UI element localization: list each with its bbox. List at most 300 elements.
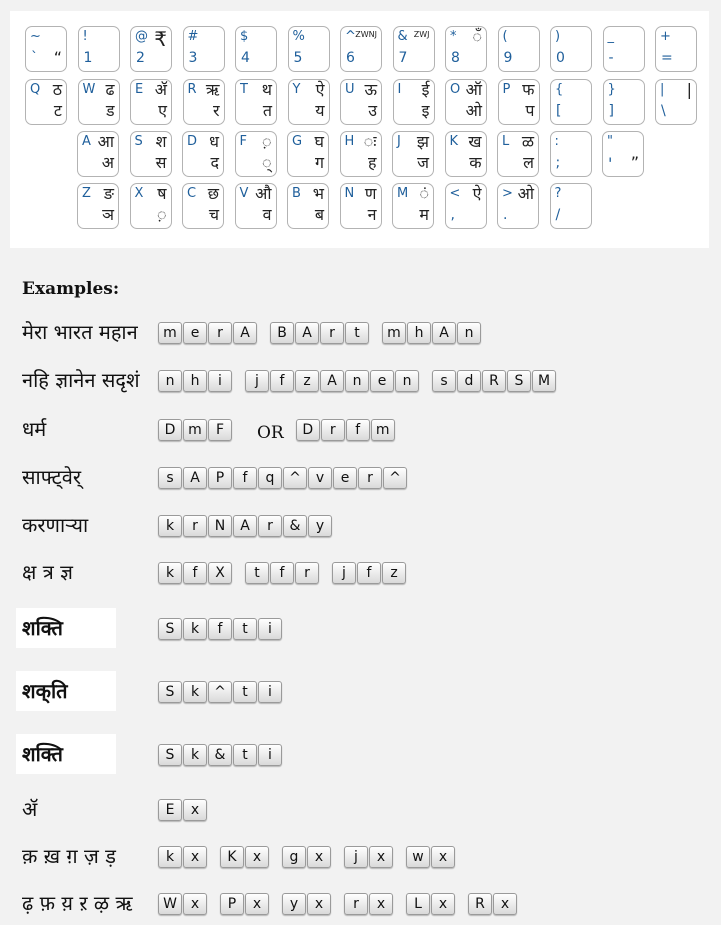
keycap[interactable]: e xyxy=(333,467,357,489)
key-%[interactable] xyxy=(288,26,330,72)
key-_[interactable] xyxy=(603,26,645,72)
keycap[interactable]: e xyxy=(183,322,207,344)
keycap[interactable]: A xyxy=(320,370,344,392)
key-label-br: ओ xyxy=(465,101,482,120)
keycap[interactable]: x xyxy=(431,846,455,868)
keycap[interactable]: K xyxy=(220,846,244,868)
key-label-br: त xyxy=(262,101,272,120)
keycap[interactable]: h xyxy=(407,322,431,344)
key-label-tl: T xyxy=(240,82,248,97)
key-V[interactable] xyxy=(235,183,277,229)
key-A[interactable] xyxy=(77,131,119,177)
example-word: क़ ख़ ग़ ज़ ड़ xyxy=(22,844,116,868)
key-label-tl: L xyxy=(502,134,510,149)
key-label-tr: ध xyxy=(209,132,219,151)
key-group xyxy=(344,846,394,868)
key-group xyxy=(220,893,270,915)
key-E[interactable] xyxy=(130,79,172,125)
or-separator: OR xyxy=(257,423,284,443)
key-label-tr: फ xyxy=(522,80,535,99)
key-label-tl: ~ xyxy=(30,29,41,44)
example-row xyxy=(0,837,721,875)
key-label-tl: ? xyxy=(554,186,562,201)
example-word: साफ्ट्वेर् xyxy=(22,465,82,489)
keycap[interactable]: ^ xyxy=(208,681,232,703)
keycap[interactable]: z xyxy=(295,370,319,392)
example-word: करणाऱ्या xyxy=(22,513,89,537)
key-label-tr: ष xyxy=(157,184,167,203)
example-word: धर्म xyxy=(22,417,47,441)
key-group xyxy=(158,799,208,821)
keycap[interactable]: g xyxy=(282,846,306,868)
key-K[interactable] xyxy=(445,131,487,177)
keycap[interactable]: f xyxy=(183,562,207,584)
keycap[interactable]: n xyxy=(395,370,419,392)
keystroke-sequence xyxy=(158,680,295,704)
keycap[interactable]: j xyxy=(344,846,368,868)
keycap[interactable]: r xyxy=(295,562,319,584)
key-P[interactable] xyxy=(498,79,540,125)
key-X[interactable] xyxy=(130,183,172,229)
key-label-bl: \ xyxy=(661,103,666,119)
keyboard-layout-panel xyxy=(10,11,709,248)
keycap[interactable]: P xyxy=(220,893,244,915)
keycap[interactable]: ^ xyxy=(283,467,307,489)
key-label-bl: 8 xyxy=(451,50,460,66)
key-label-tl: _ xyxy=(607,29,614,44)
key-label-bl: [ xyxy=(556,103,562,119)
key-N[interactable] xyxy=(340,183,382,229)
key-label-tl: ( xyxy=(502,29,508,44)
key-label-tr: | xyxy=(686,80,692,99)
key-label-br: उ xyxy=(368,101,377,120)
example-row xyxy=(0,506,721,544)
key-label-bl: 2 xyxy=(136,50,145,66)
key-I[interactable] xyxy=(393,79,435,125)
key-label-tl: M xyxy=(397,186,409,201)
keycap[interactable]: k xyxy=(158,562,182,584)
keycap[interactable]: & xyxy=(208,744,232,766)
key-B[interactable] xyxy=(287,183,329,229)
keycap[interactable]: f xyxy=(208,618,232,640)
key-label-tl: | xyxy=(660,82,665,97)
keystroke-sequence xyxy=(158,514,345,538)
keycap[interactable]: j xyxy=(332,562,356,584)
key-label-bl: / xyxy=(555,207,561,223)
key-label-tr: ॲ xyxy=(154,80,167,99)
key-J[interactable] xyxy=(392,131,434,177)
example-word: ॲ xyxy=(22,797,38,821)
keycap[interactable]: A xyxy=(432,322,456,344)
keycap[interactable]: S xyxy=(158,744,182,766)
keycap[interactable]: x xyxy=(307,893,331,915)
key-&[interactable] xyxy=(393,26,435,72)
key-label-tl: F xyxy=(239,134,247,149)
keycap[interactable]: A xyxy=(295,322,319,344)
key-label-bl: ' xyxy=(608,154,613,173)
keycap[interactable]: f xyxy=(270,562,294,584)
key-label-tl: $ xyxy=(240,29,249,44)
keycap[interactable]: x xyxy=(183,893,207,915)
key-label-br: ए xyxy=(158,101,167,120)
key-label-tl: + xyxy=(660,29,671,44)
key-group xyxy=(220,846,270,868)
keycap[interactable]: N xyxy=(208,515,232,537)
keycap[interactable]: h xyxy=(183,370,207,392)
key-)[interactable] xyxy=(550,26,592,72)
keycap[interactable]: m xyxy=(183,419,207,441)
key-label-br: ◌़ xyxy=(156,205,167,224)
keycap[interactable]: k xyxy=(158,515,182,537)
keystroke-sequence xyxy=(158,617,295,641)
key-label-tl: E xyxy=(135,82,144,97)
keycap[interactable]: D xyxy=(296,419,320,441)
key-label-tl: H xyxy=(344,134,355,149)
keycap[interactable]: n xyxy=(457,322,481,344)
example-row xyxy=(0,790,721,828)
key-label-tl: B xyxy=(292,186,301,201)
key-label-br: ” xyxy=(630,153,639,172)
keycap[interactable]: e xyxy=(370,370,394,392)
key-label-br: “ xyxy=(53,48,62,67)
key-label-tl: : xyxy=(554,134,559,149)
key-@[interactable] xyxy=(130,26,172,72)
keycap[interactable]: F xyxy=(208,419,232,441)
key-label-tl: V xyxy=(239,186,249,201)
key-label-tl: C xyxy=(187,186,197,201)
key-M[interactable] xyxy=(392,183,434,229)
keycap[interactable]: X xyxy=(208,562,232,584)
keycap[interactable]: k xyxy=(183,744,207,766)
keycap[interactable]: r xyxy=(183,515,207,537)
key-W[interactable] xyxy=(78,79,120,125)
key-label-br: इ xyxy=(421,101,430,120)
key-Y[interactable] xyxy=(288,79,330,125)
key-label-br: व xyxy=(262,205,272,224)
key-label-tl: Q xyxy=(30,82,41,97)
key-G[interactable] xyxy=(287,131,329,177)
example-row xyxy=(0,361,721,399)
key-([interactable] xyxy=(498,26,540,72)
key-label-br: अ xyxy=(101,153,114,172)
key-label-tr: घ xyxy=(314,132,324,151)
key-label-br: च xyxy=(208,205,219,224)
key-group xyxy=(406,893,456,915)
keycap[interactable]: S xyxy=(158,681,182,703)
keycap[interactable]: t xyxy=(245,562,269,584)
key-Z[interactable] xyxy=(77,183,119,229)
keycap[interactable]: x xyxy=(431,893,455,915)
key-label-bl: 3 xyxy=(188,50,198,66)
key-group xyxy=(158,515,333,537)
key-group xyxy=(158,846,208,868)
keycap[interactable]: m xyxy=(382,322,406,344)
key-$[interactable] xyxy=(235,26,277,72)
key-group xyxy=(158,681,283,703)
key-label-tr: ऊ xyxy=(364,80,377,99)
key-label-tl: ^ xyxy=(345,29,356,44)
key-label-bl: 5 xyxy=(293,50,303,66)
keycap[interactable]: w xyxy=(406,846,430,868)
key-label-bl: 6 xyxy=(346,50,355,66)
key-label-br: र xyxy=(212,101,220,120)
keycap[interactable]: f xyxy=(346,419,370,441)
key-label-br: ग xyxy=(314,153,324,172)
key-label-tl: U xyxy=(345,82,355,97)
key-label-tl: * xyxy=(450,29,457,44)
keycap[interactable]: A xyxy=(233,322,257,344)
keycap[interactable]: k xyxy=(183,681,207,703)
key-C[interactable] xyxy=(182,183,224,229)
example-row xyxy=(0,458,721,496)
key-label-tl: Z xyxy=(82,186,91,201)
keycap[interactable]: r xyxy=(344,893,368,915)
key-label-tr: ₹ xyxy=(154,27,167,51)
keycap[interactable]: n xyxy=(345,370,369,392)
key-~[interactable] xyxy=(25,26,67,72)
key-|[interactable] xyxy=(655,79,697,125)
key-label-bl: 4 xyxy=(241,50,250,66)
key-group xyxy=(282,893,332,915)
keycap[interactable]: r xyxy=(258,515,282,537)
key-}[interactable] xyxy=(603,79,645,125)
keycap[interactable]: S xyxy=(507,370,531,392)
key-O[interactable] xyxy=(445,79,487,125)
keycap[interactable]: x xyxy=(183,799,207,821)
keycap[interactable]: x xyxy=(307,846,331,868)
key-label-tl: J xyxy=(397,134,401,149)
keycap[interactable]: r xyxy=(320,322,344,344)
key-label-bl: 9 xyxy=(503,50,513,66)
example-row xyxy=(0,313,721,351)
keycap[interactable]: & xyxy=(283,515,307,537)
key-label-bl: ; xyxy=(555,155,561,171)
keycap[interactable]: k xyxy=(158,846,182,868)
example-row xyxy=(0,553,721,591)
example-word: नहि ज्ञानेन सदृशं xyxy=(22,368,140,392)
key-H[interactable] xyxy=(340,131,382,177)
key-label-tr: ऐ xyxy=(315,80,325,99)
key-D[interactable] xyxy=(182,131,224,177)
key-label-tr: ळ xyxy=(521,132,534,151)
keycap[interactable]: R xyxy=(482,370,506,392)
keycap[interactable]: t xyxy=(233,681,257,703)
key-label-br: ह xyxy=(368,153,377,172)
key-group xyxy=(158,419,233,441)
key-label-tl: ) xyxy=(555,29,561,44)
keycap[interactable]: t xyxy=(233,618,257,640)
key-label-br: ञ xyxy=(102,205,114,224)
key-group xyxy=(296,419,396,441)
key-label-tl: K xyxy=(449,134,459,149)
keycap[interactable]: k xyxy=(183,618,207,640)
keycap[interactable]: q xyxy=(258,467,282,489)
keycap[interactable]: n xyxy=(158,370,182,392)
key-label-br: ज xyxy=(417,153,429,172)
keycap[interactable]: ^ xyxy=(383,467,407,489)
key-label-tl: & xyxy=(397,29,408,44)
key-label-bl: . xyxy=(503,207,508,223)
key-label-tl: D xyxy=(187,134,198,149)
key-"[interactable] xyxy=(602,131,644,177)
keycap[interactable]: S xyxy=(158,618,182,640)
key-+[interactable] xyxy=(655,26,697,72)
key-R[interactable] xyxy=(183,79,225,125)
keycap[interactable]: x xyxy=(245,893,269,915)
keycap[interactable]: y xyxy=(282,893,306,915)
key-label-tr: ऑ xyxy=(465,80,482,99)
key-group xyxy=(282,846,332,868)
keycap[interactable]: r xyxy=(208,322,232,344)
keycap[interactable]: v xyxy=(308,467,332,489)
key-?[interactable] xyxy=(550,183,592,229)
keycap[interactable]: i xyxy=(258,681,282,703)
key-label-tr: छ xyxy=(207,184,219,203)
keycap[interactable]: L xyxy=(406,893,430,915)
keycap[interactable]: s xyxy=(432,370,456,392)
key-label-tr: ढ xyxy=(105,80,115,99)
keycap[interactable]: j xyxy=(245,370,269,392)
keycap[interactable]: r xyxy=(358,467,382,489)
example-row xyxy=(0,884,721,922)
key-label-tl: { xyxy=(555,82,564,97)
keycap[interactable]: R xyxy=(468,893,492,915)
keycap[interactable]: f xyxy=(270,370,294,392)
key-group xyxy=(406,846,456,868)
key-label-br: द xyxy=(210,153,219,172)
keycap[interactable]: m xyxy=(371,419,395,441)
keycap[interactable]: f xyxy=(233,467,257,489)
key-group xyxy=(270,322,370,344)
example-row xyxy=(0,735,721,773)
key-label-tl: I xyxy=(397,82,402,97)
keycap[interactable]: m xyxy=(158,322,182,344)
key-label-tr: ओ xyxy=(517,184,534,203)
keycap[interactable]: y xyxy=(308,515,332,537)
key-group xyxy=(344,893,394,915)
keycap[interactable]: d xyxy=(457,370,481,392)
key-group xyxy=(245,562,320,584)
key-S[interactable] xyxy=(130,131,172,177)
keystroke-sequence xyxy=(158,892,530,916)
key-group xyxy=(158,562,233,584)
key-label-tl: G xyxy=(292,134,303,149)
key-label-tr: ◌ं xyxy=(419,184,429,203)
key-#[interactable] xyxy=(183,26,225,72)
key-label-tl: P xyxy=(502,82,511,97)
keycap[interactable]: D xyxy=(158,419,182,441)
key-U[interactable] xyxy=(340,79,382,125)
key-<[interactable] xyxy=(445,183,487,229)
keystroke-sequence xyxy=(158,798,220,822)
keycap[interactable]: W xyxy=(158,893,182,915)
keycap[interactable]: x xyxy=(369,893,393,915)
keycap[interactable]: i xyxy=(258,618,282,640)
key-label-tr: भ xyxy=(312,184,324,203)
key-label-tr: ◌ँ xyxy=(472,27,482,46)
keycap[interactable]: r xyxy=(321,419,345,441)
keycap[interactable]: M xyxy=(532,370,556,392)
key-label-tr: ऋ xyxy=(205,80,220,99)
key-F[interactable] xyxy=(235,131,277,177)
keystroke-sequence xyxy=(158,743,295,767)
key-label-tr: थ xyxy=(261,80,272,99)
keycap[interactable]: s xyxy=(158,467,182,489)
key->[interactable] xyxy=(497,183,539,229)
keycap[interactable]: f xyxy=(357,562,381,584)
key-Q[interactable] xyxy=(25,79,67,125)
keycap[interactable]: t xyxy=(233,744,257,766)
key-T[interactable] xyxy=(235,79,277,125)
example-word: क्ष त्र ज्ञ xyxy=(22,560,73,584)
key-label-br: प xyxy=(525,101,535,120)
keycap[interactable]: x xyxy=(245,846,269,868)
key-label-tl: W xyxy=(82,82,96,97)
key-label-bl: , xyxy=(450,207,455,223)
key-:[interactable] xyxy=(550,131,592,177)
keycap[interactable]: A xyxy=(183,467,207,489)
key-![interactable] xyxy=(78,26,120,72)
key-group xyxy=(468,893,518,915)
key-label-bl: ` xyxy=(31,50,38,66)
key-label-tl: } xyxy=(607,82,616,97)
key-label-br: ट xyxy=(53,101,62,120)
keycap[interactable]: i xyxy=(208,370,232,392)
keycap[interactable]: i xyxy=(258,744,282,766)
key-group xyxy=(158,467,408,489)
key-label-tl: % xyxy=(292,29,305,44)
keycap[interactable]: B xyxy=(270,322,294,344)
keycap[interactable]: x xyxy=(183,846,207,868)
key-label-tl: N xyxy=(344,186,355,201)
key-label-tl: # xyxy=(187,29,199,44)
keycap[interactable]: x xyxy=(369,846,393,868)
example-word: मेरा भारत महान xyxy=(22,320,138,344)
key-label-br: ड xyxy=(105,101,115,120)
key-label-tr: ण xyxy=(364,184,377,203)
keycap[interactable]: P xyxy=(208,467,232,489)
key-label-tl: R xyxy=(187,82,197,97)
key-label-tl: S xyxy=(134,134,143,149)
key-label-br: म xyxy=(419,205,429,224)
keycap[interactable]: E xyxy=(158,799,182,821)
key-label-tl: < xyxy=(449,186,461,201)
keycap[interactable]: z xyxy=(382,562,406,584)
key-label-br: ◌् xyxy=(261,153,272,172)
key-{[interactable] xyxy=(550,79,592,125)
key-label-br: ल xyxy=(523,153,534,172)
key-label-tr: आ xyxy=(97,132,114,151)
key-group xyxy=(245,370,420,392)
key-label-tr: झ xyxy=(416,132,429,151)
key-L[interactable] xyxy=(497,131,539,177)
key-label-bl: 1 xyxy=(83,50,93,66)
keycap[interactable]: t xyxy=(345,322,369,344)
key-label-bl: - xyxy=(608,50,614,66)
key-label-tl: X xyxy=(134,186,144,201)
keycap[interactable]: A xyxy=(233,515,257,537)
key-^[interactable] xyxy=(340,26,382,72)
key-*[interactable] xyxy=(445,26,487,72)
key-label-br: न xyxy=(367,205,377,224)
keystroke-sequence xyxy=(158,418,408,442)
example-row xyxy=(0,609,721,647)
keystroke-sequence xyxy=(158,561,419,585)
key-label-tr: औ xyxy=(255,184,272,203)
keycap[interactable]: x xyxy=(493,893,517,915)
key-group xyxy=(158,893,208,915)
key-label-tl: @ xyxy=(135,29,148,44)
